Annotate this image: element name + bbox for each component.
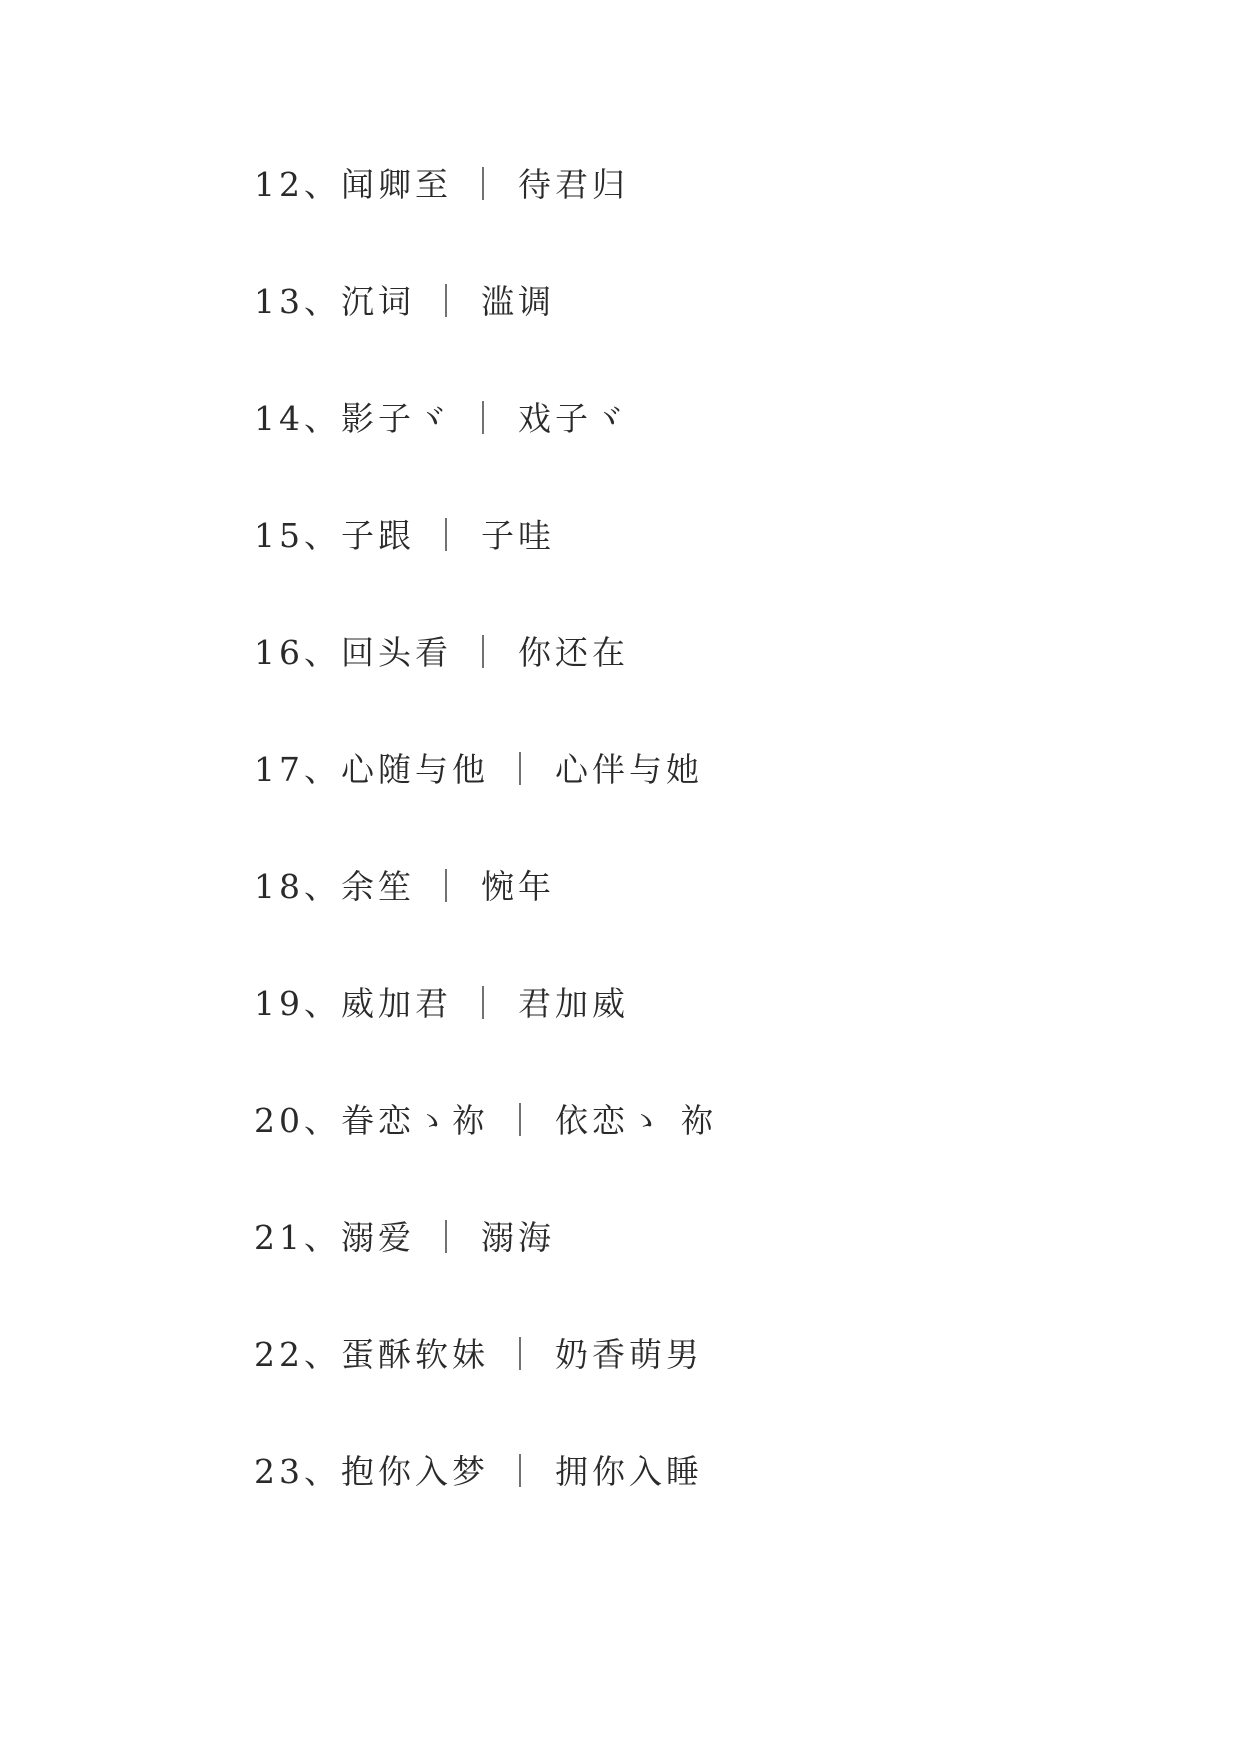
list-item: 12、闻卿至 ｜ 待君归 (254, 165, 629, 204)
list-item: 20、眷恋ゝ祢 ｜ 依恋ゝ 祢 (254, 1101, 718, 1140)
list-item: 15、子跟 ｜ 子哇 (254, 516, 555, 555)
list-item: 13、沉词 ｜ 滥调 (254, 282, 555, 321)
list-item: 18、余笙 ｜ 惋年 (254, 867, 555, 906)
list-item: 17、心随与他 ｜ 心伴与她 (254, 750, 703, 789)
list-item: 23、抱你入梦 ｜ 拥你入睡 (254, 1452, 703, 1491)
list-item: 19、威加君 ｜ 君加威 (254, 984, 629, 1023)
list-item: 14、影子ヾ ｜ 戏子ヾ (254, 399, 629, 438)
list-item: 16、回头看 ｜ 你还在 (254, 633, 629, 672)
list-item: 21、溺爱 ｜ 溺海 (254, 1218, 555, 1257)
list-item: 22、蛋酥软妹 ｜ 奶香萌男 (254, 1335, 703, 1374)
name-pair-list (254, 157, 717, 1561)
